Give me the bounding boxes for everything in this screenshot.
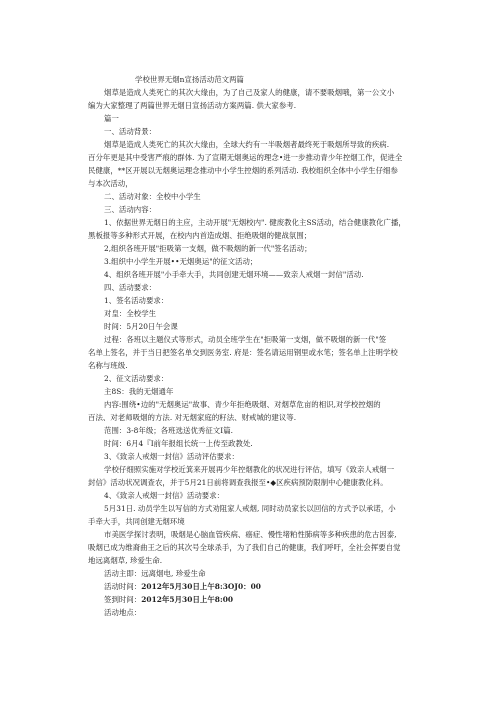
- event-label: 活动时间：: [104, 582, 142, 591]
- event-label: 签到时间：: [104, 595, 142, 604]
- event-value: 2012年5月30日上午8:00: [141, 595, 234, 604]
- section-title: 二、活动对象：全校中小学生: [104, 192, 201, 201]
- section-title: 一、活动背景：: [104, 127, 157, 136]
- requirement-line: 名单上签名，并于当日把签名单交到医务室. 府是：签名请运用钢里或水笔；签名单上注明学校: [88, 348, 398, 357]
- requirement-line: 手牵大手，共同创建无烟环境: [88, 517, 185, 526]
- event-detail: [104, 582, 261, 592]
- section-title: 三、活动内容：: [104, 205, 157, 214]
- requirement-line: 内容:围绕•边的"无烟奥运"故事、青少年拒绝吸烟、对烟草危亩的相识,对学校控烟的: [104, 400, 381, 409]
- document-title: 学校世界无烟n宣扬活动范文两篇: [135, 75, 244, 84]
- event-value: 远离烟电, 珍爱生命: [141, 569, 206, 578]
- content-item: 1、依据世界无烟日的主应，主动开展"无烟校内". 健废教化主SS活动，结合健康教化广播，: [104, 218, 406, 227]
- requirement-line: 封信》活动状况调查农，并于5月21日前将调查我报至•◆区疾病预防限制中心健康教化科。: [88, 478, 388, 487]
- event-label: 活动主即：: [104, 569, 142, 578]
- requirement-line: 市美医学探讨表明，吸烟是心脑血管疾病、癌症、慢性堵粕性肺病等多种疾患的危古因泰,: [104, 530, 397, 539]
- part-label: 篇一: [104, 114, 119, 123]
- section-body-line: 百分年更是其中受害严痕的群体. 为了宣期无烟奥运的理念•进一步推动青少年控烟工作，促进全: [88, 153, 403, 162]
- requirement-title: 3、《致亲人戒烟一封信》活动评估要求：: [104, 452, 239, 461]
- content-item: 4、组织各班开展"小手牵大手，共同创建无烟环境——致亲人戒烟一封信"活动.: [104, 270, 364, 279]
- section-body-line: 与本次活动，: [88, 179, 133, 188]
- section-title: 四、活动要求：: [104, 283, 157, 292]
- requirement-line: 主8S：我的无烟通年: [104, 387, 174, 396]
- requirement-line: 学校仔细照实施对学校近箕来开展再少年控烟教化的状况进行评估，填写《致亲人戒烟一: [104, 465, 395, 474]
- requirement-line: 范围：3-8年级；各班选送优秀征文I篇.: [104, 426, 234, 435]
- event-detail: [104, 608, 141, 618]
- event-label: 活动地点：: [104, 608, 142, 617]
- requirement-title: 2、征文活动要求：: [104, 374, 169, 383]
- requirement-line: 时间：6月4『I前年报组长统一上传至政教处.: [104, 439, 253, 448]
- requirement-title: 1、签名活动要求：: [104, 296, 169, 305]
- requirement-line: 百法、对老师吸烟的方法. 对无烟家庭的籽法、财戒城的建议等.: [88, 413, 297, 422]
- requirement-line: 过程：各班以主题仪式等形式，动员全班学生在"拒吸第一支烟，做不吸烟的新一代"签: [104, 335, 387, 344]
- section-body-line: 民健康，**区开展以无烟奥运理念推动中小学生控烟的系列活动. 我校组织全体中小学生仔细参: [88, 166, 398, 175]
- requirement-title: 4、《致亲人戒烟一封信》活动要求：: [104, 491, 225, 500]
- requirement-line: 地远离烟草, 珍爱生命.: [88, 556, 163, 565]
- event-detail: [104, 595, 233, 605]
- intro-line: 编为大家整理了两篇世界无烟日宣扬活动方案两篇. 供大家参考.: [88, 101, 297, 110]
- intro-line: 烟草是造成人类死亡的其次大缘由，为了自己及家人的健康，请不要吸烟哦，第一公文小: [104, 88, 395, 97]
- requirement-line: 5月31日. 动员学生以写信的方式劝阻家人戒烟, 同时动员家长以回信的方式予以承诺，小: [104, 504, 396, 513]
- requirement-line: 对皇：全校学生: [104, 309, 157, 318]
- section-body-line: 烟草是造成人类死亡的其次大缘由，全球大约有一半吸烟者最终死于吸烟所导致的疾病.: [104, 140, 390, 149]
- event-detail: [104, 569, 206, 579]
- content-item: 2,组织各班开展"拒吸第一支烟，做不吸烟的新一代"签名活动；: [104, 244, 312, 253]
- requirement-line: 时间：5月20日午会课: [104, 322, 178, 331]
- requirement-line: 吸烟已成为维裔曲王之后的其次号全球杀手，为了我们自己的健康，我们呼吁，全社会挥要自觉: [88, 543, 401, 552]
- content-item: 3.组织中小学生开展••无烟奥运"的征文活动；: [104, 257, 258, 266]
- requirement-line: 名称与班级.: [88, 361, 128, 370]
- content-item: 黑板报等多种形式开展，在校内内首造成烟、拒绝吸烟的健战氛围；: [88, 231, 312, 240]
- event-value: 2012年5月30日上午8:3OJ0：00: [141, 582, 261, 591]
